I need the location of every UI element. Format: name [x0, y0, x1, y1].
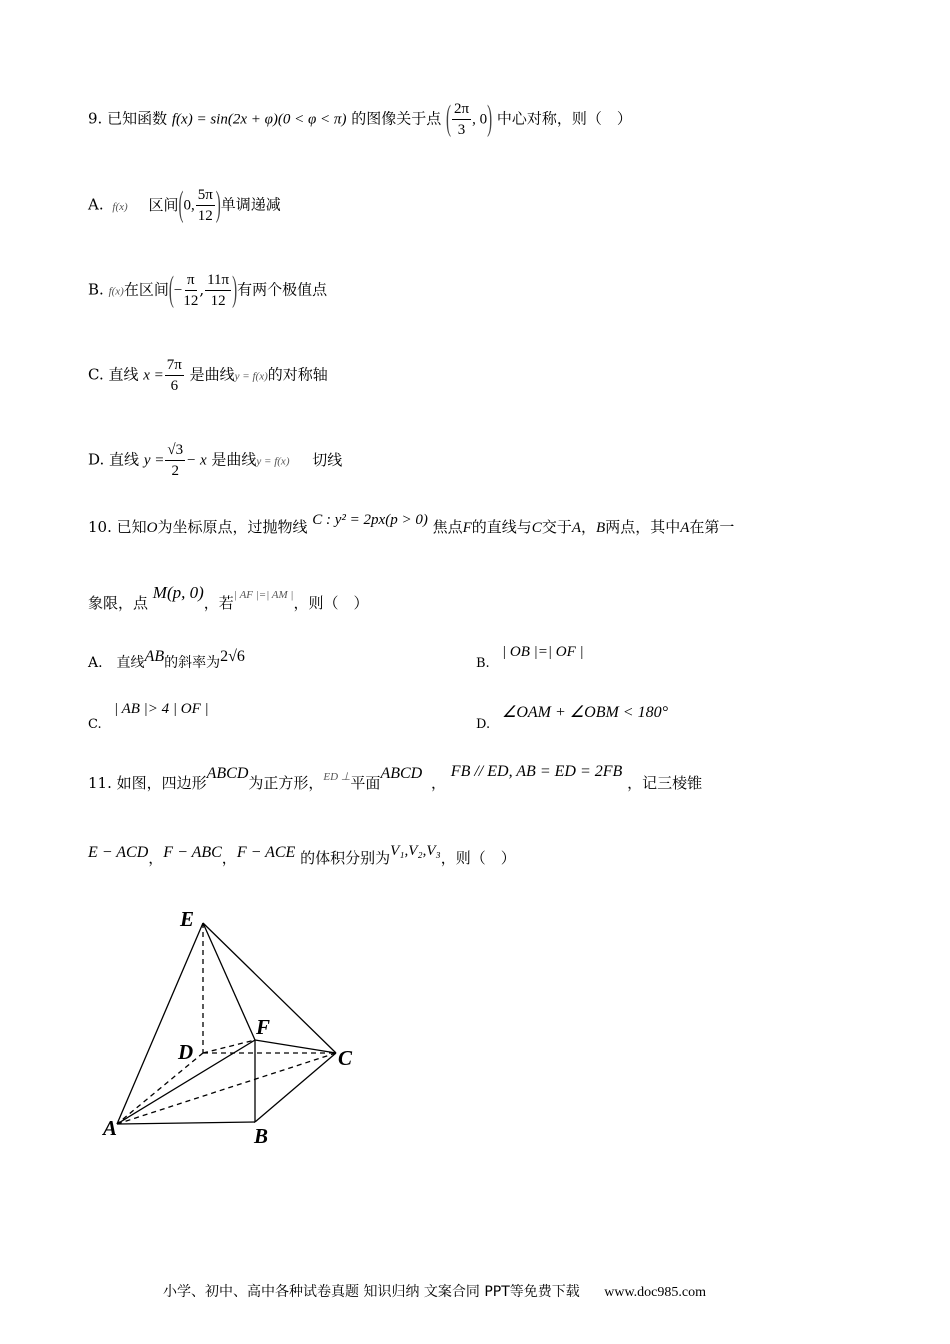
q11-text: ，则（ ）: [440, 849, 516, 867]
minus-sign: −: [173, 282, 183, 299]
sep: ，: [148, 849, 164, 867]
q11-text: 的体积分别为: [300, 849, 391, 867]
frac-den: 3: [457, 122, 466, 138]
option-text-2: 有两个极值点: [237, 280, 328, 299]
q10-text: 为坐标原点，过抛物线: [157, 518, 308, 536]
condition: FB // ED, AB = ED = 2FB: [450, 763, 623, 780]
pyramid-3: F − ACE: [236, 844, 296, 861]
point-o: O: [146, 520, 158, 536]
edge-ea: [117, 923, 203, 1124]
q9-stem: [88, 100, 632, 139]
q9-option-b: B. f(x)在区间(− $\frac{\pi}{12}$ , $\frac{11\pi}{12}$ )有两个极值点: [88, 271, 327, 310]
edge-ac: [117, 1053, 336, 1124]
label-c: C: [338, 1046, 353, 1070]
option-text-2: 单调递减: [220, 195, 281, 214]
q10-stem-line-1: [88, 512, 735, 538]
option-expr: | AB |> 4 | OF |: [114, 701, 209, 717]
pyramid-2: F − ABC: [163, 844, 222, 861]
q10-text: ，则（ ）: [293, 594, 369, 612]
footer-link[interactable]: www.doc985.com: [604, 1285, 706, 1300]
label-a: A: [103, 1116, 118, 1140]
q10-stem-line-2: [88, 583, 369, 615]
left-paren: (: [446, 100, 452, 139]
edge-df: [203, 1040, 255, 1053]
q9-option-c: [88, 356, 328, 395]
ed-perp: ED ⊥: [323, 771, 351, 783]
label-e: E: [180, 907, 195, 931]
q10-text: 在第一: [689, 518, 735, 536]
option-text-2: 的对称轴: [267, 365, 328, 384]
volumes: V₁,V₂,V₃: [390, 843, 441, 859]
option-label: A. 直线: [88, 655, 145, 671]
right-paren: ): [215, 186, 221, 225]
edge-ef: [203, 923, 255, 1040]
square-abcd: ABCD: [206, 765, 249, 782]
right-paren: ): [232, 271, 238, 310]
q11-text: ，记三棱锥: [627, 774, 703, 792]
fraction: [196, 186, 215, 225]
frac-den: 6: [170, 378, 179, 394]
parabola-formula: C : y² = 2px(p > 0): [312, 512, 428, 528]
point-a: A: [571, 520, 581, 536]
q9-function-formula: f(x) = sin(2x + φ)(0 < φ < π): [171, 111, 347, 128]
comma: ，: [431, 774, 447, 792]
label-d: D: [178, 1040, 194, 1064]
option-expr: | OB |=| OF |: [502, 644, 584, 660]
sep: ，: [221, 849, 237, 867]
q10-option-a: [88, 648, 245, 673]
q10-option-c: [88, 701, 209, 735]
left-paren: (: [178, 186, 184, 225]
q10-text: 焦点: [432, 518, 463, 536]
label-f: F: [256, 1015, 271, 1039]
q9-option-d: [88, 441, 342, 480]
footer-text: 小学、初中、高中各种试卷真题 知识归纳 文案合同 PPT等免费下载: [163, 1284, 580, 1300]
fraction: [165, 356, 184, 395]
option-label: D.: [476, 717, 491, 732]
q11-text: 平面: [350, 774, 381, 792]
fraction-1: [183, 271, 198, 310]
option-text: 的斜率为: [164, 655, 221, 671]
q9-stem-text-3: 中心对称，则（ ）: [496, 109, 632, 128]
q9-point-fraction: [452, 100, 471, 139]
option-label: D. 直线: [88, 450, 140, 469]
q11-text: 11. 如图，四边形: [88, 774, 207, 792]
option-text: 在区间: [123, 280, 169, 299]
frac-den: 12: [197, 208, 213, 224]
frac-num: 5π: [196, 186, 215, 206]
q10-text: 10. 已知: [88, 518, 147, 536]
page-footer: [163, 1281, 706, 1301]
option-label: C.: [88, 717, 102, 732]
q9-stem-text: 9. 已知函数: [88, 109, 168, 128]
edge-bc: [255, 1053, 336, 1122]
slope-value: 2√6: [220, 648, 245, 665]
label-b: B: [254, 1124, 269, 1148]
frac-den: 2: [171, 463, 179, 479]
line-ab: AB: [144, 648, 165, 665]
fx: f(x): [112, 200, 128, 213]
option-text: 区间: [148, 195, 179, 214]
edge-ab: [117, 1122, 255, 1124]
option-label: B.: [476, 656, 490, 671]
curve-formula: y = f(x): [256, 455, 290, 468]
comma: ，: [581, 518, 597, 536]
y-equals: y =: [143, 452, 165, 469]
x-equals: x =: [143, 367, 164, 384]
frac-num: 7π: [165, 356, 184, 376]
fx: f(x): [108, 285, 124, 298]
option-expr: ∠OAM + ∠OBM < 180°: [502, 704, 668, 721]
q10-text: ，若: [203, 594, 234, 612]
q11-text: 为正方形，: [248, 774, 324, 792]
minus-x: − x: [186, 452, 207, 469]
option-text: 是曲线: [211, 450, 257, 469]
point-m: M(p, 0): [152, 583, 204, 602]
frac-den: 12: [210, 293, 226, 309]
q10-text: 的直线与: [471, 518, 532, 536]
point-a: A: [680, 520, 690, 536]
option-text-2: 切线: [312, 450, 343, 469]
q10-text: 交于: [541, 518, 572, 536]
q10-text: 象限，点: [88, 594, 149, 612]
frac-num: √3: [165, 441, 185, 461]
curve-c: C: [531, 520, 542, 536]
frac-num: 2π: [452, 100, 471, 120]
option-label: C. 直线: [88, 365, 139, 384]
geometry-figure: [90, 895, 380, 1155]
interval-start: 0,: [183, 197, 195, 214]
q9-point-tail: , 0: [472, 111, 488, 128]
frac-num: π: [185, 271, 197, 291]
left-paren: (: [168, 271, 174, 310]
fraction-2: [205, 271, 231, 310]
fraction: [165, 441, 185, 480]
q9-option-a: [88, 186, 281, 225]
plane-abcd: ABCD: [380, 765, 423, 782]
q9-stem-text-2: 的图像关于点: [351, 109, 442, 128]
q10-option-b: [476, 644, 584, 674]
q11-stem-line-2: [88, 843, 516, 869]
q10-option-d: [476, 704, 668, 735]
condition: | AF |=| AM |: [233, 589, 294, 601]
pyramid-1: E − ACD: [88, 844, 149, 861]
q11-stem-line-1: [88, 763, 703, 795]
point-b: B: [596, 520, 606, 536]
option-label: B.: [88, 280, 104, 299]
frac-num: 11π: [205, 271, 231, 291]
point-f: F: [462, 520, 472, 536]
frac-den: 12: [183, 293, 199, 309]
right-paren: ): [487, 100, 493, 139]
option-label: A.: [88, 195, 104, 214]
curve-formula: y = f(x): [234, 370, 268, 383]
q10-text: 两点，其中: [605, 518, 681, 536]
option-text: 是曲线: [189, 365, 235, 384]
